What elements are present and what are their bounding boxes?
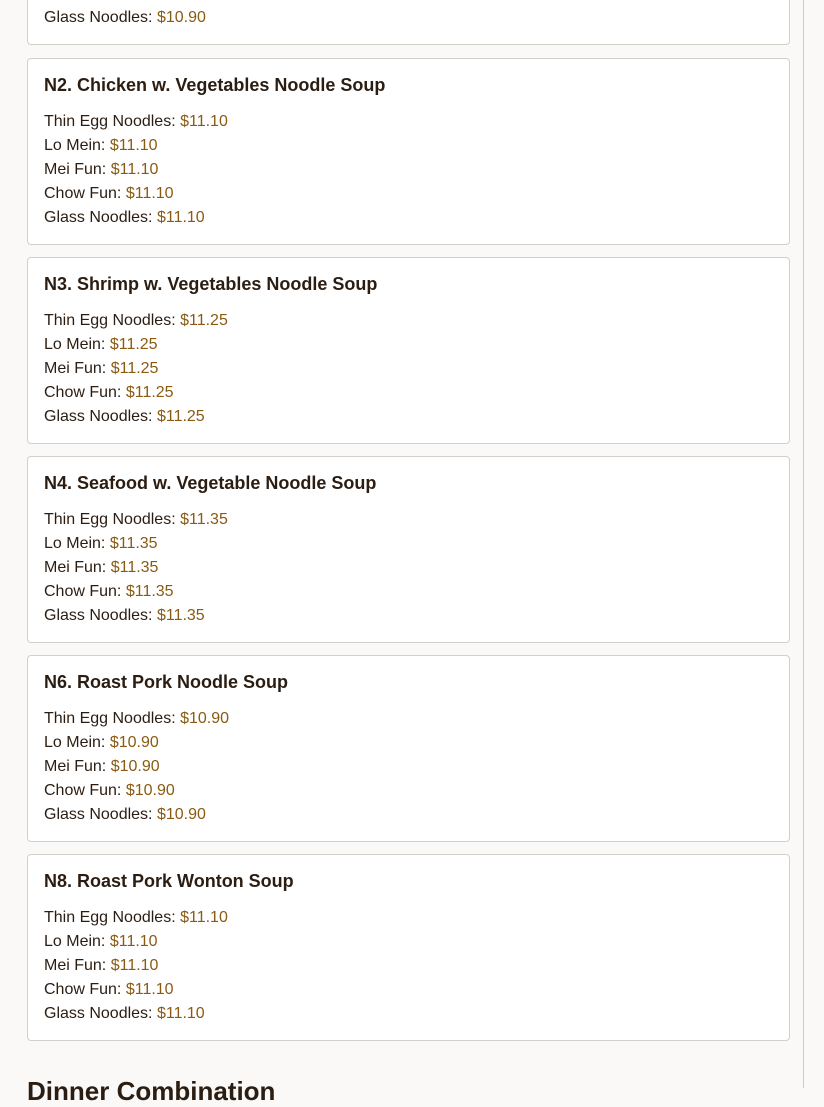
option-row[interactable] xyxy=(44,978,228,1002)
option-price: $11.10 xyxy=(180,909,228,926)
option-row[interactable] xyxy=(44,405,228,429)
option-price: $10.90 xyxy=(156,806,206,823)
option-row[interactable] xyxy=(44,508,228,532)
option-name: Chow Fun: xyxy=(44,782,122,799)
option-price: $10.90 xyxy=(180,710,230,727)
option-row xyxy=(44,6,206,30)
option-row[interactable] xyxy=(44,954,228,978)
option-row[interactable] xyxy=(44,357,228,381)
menu-item-title: N2. Chicken w. Vegetables Noodle Soup xyxy=(44,75,386,95)
option-row[interactable] xyxy=(44,182,228,206)
option-price: $11.25 xyxy=(110,360,159,377)
option-name: Thin Egg Noodles: xyxy=(44,710,176,727)
option-name: Glass Noodles: xyxy=(44,408,153,425)
option-price: $11.35 xyxy=(180,511,228,528)
option-row[interactable] xyxy=(44,134,228,158)
option-name: Mei Fun: xyxy=(44,559,107,576)
menu-item-title: N6. Roast Pork Noodle Soup xyxy=(44,672,289,692)
menu-item-card[interactable] xyxy=(27,655,790,842)
option-price: $11.25 xyxy=(109,336,158,353)
content-divider xyxy=(803,0,804,1088)
option-price: $11.25 xyxy=(125,384,174,401)
option-price: $11.10 xyxy=(156,209,205,226)
option-price: $11.10 xyxy=(156,1005,205,1022)
option-name: Mei Fun: xyxy=(44,360,107,377)
option-price: $11.10 xyxy=(180,113,228,130)
option-list xyxy=(44,110,228,230)
option-name: Chow Fun: xyxy=(44,583,122,600)
option-row[interactable] xyxy=(44,333,228,357)
option-row[interactable] xyxy=(44,779,229,803)
menu-item-title: N4. Seafood w. Vegetable Noodle Soup xyxy=(44,473,377,493)
section-heading: Dinner Combination xyxy=(27,1076,276,1106)
option-row[interactable] xyxy=(44,580,228,604)
menu-item-card[interactable] xyxy=(27,58,790,245)
option-price: $11.35 xyxy=(125,583,174,600)
option-row[interactable] xyxy=(44,1002,228,1026)
option-row[interactable] xyxy=(44,110,228,134)
option-price: $11.25 xyxy=(180,312,228,329)
option-price: $10.90 xyxy=(109,734,159,751)
option-name: Chow Fun: xyxy=(44,384,122,401)
option-name: Thin Egg Noodles: xyxy=(44,312,176,329)
option-row[interactable] xyxy=(44,755,229,779)
option-name: Glass Noodles: xyxy=(44,9,153,26)
menu-item-card[interactable] xyxy=(27,257,790,444)
option-name: Mei Fun: xyxy=(44,758,107,775)
option-price: $10.90 xyxy=(156,9,206,26)
option-name: Glass Noodles: xyxy=(44,1005,153,1022)
option-name: Lo Mein: xyxy=(44,933,106,950)
option-row[interactable] xyxy=(44,158,228,182)
option-price: $10.90 xyxy=(125,782,175,799)
menu-item-card[interactable] xyxy=(27,854,790,1041)
option-row[interactable] xyxy=(44,604,228,628)
option-price: $10.90 xyxy=(110,758,160,775)
option-price: $11.35 xyxy=(110,559,159,576)
option-row[interactable] xyxy=(44,803,229,827)
option-name: Mei Fun: xyxy=(44,957,107,974)
option-price: $11.10 xyxy=(110,957,159,974)
menu-item-title: N8. Roast Pork Wonton Soup xyxy=(44,871,294,891)
option-list xyxy=(44,707,229,827)
option-list xyxy=(44,508,228,628)
option-name: Thin Egg Noodles: xyxy=(44,511,176,528)
option-name: Glass Noodles: xyxy=(44,209,153,226)
menu-item-card-partial xyxy=(27,0,790,45)
option-list xyxy=(44,309,228,429)
option-price: $11.10 xyxy=(109,137,158,154)
option-row[interactable] xyxy=(44,309,228,333)
option-row[interactable] xyxy=(44,707,229,731)
option-name: Chow Fun: xyxy=(44,185,122,202)
option-name: Chow Fun: xyxy=(44,981,122,998)
option-row[interactable] xyxy=(44,381,228,405)
option-name: Glass Noodles: xyxy=(44,607,153,624)
menu-item-title: N3. Shrimp w. Vegetables Noodle Soup xyxy=(44,274,378,294)
option-list xyxy=(44,906,228,1026)
option-row[interactable] xyxy=(44,930,228,954)
option-price: $11.10 xyxy=(110,161,159,178)
option-price: $11.35 xyxy=(109,535,158,552)
option-name: Mei Fun: xyxy=(44,161,107,178)
option-row[interactable] xyxy=(44,532,228,556)
option-name: Thin Egg Noodles: xyxy=(44,909,176,926)
option-row[interactable] xyxy=(44,906,228,930)
option-price: $11.10 xyxy=(109,933,158,950)
option-row[interactable] xyxy=(44,206,228,230)
option-name: Lo Mein: xyxy=(44,535,106,552)
option-name: Thin Egg Noodles: xyxy=(44,113,176,130)
menu-item-card[interactable] xyxy=(27,456,790,643)
option-price: $11.25 xyxy=(156,408,205,425)
option-name: Glass Noodles: xyxy=(44,806,153,823)
option-name: Lo Mein: xyxy=(44,734,106,751)
option-name: Lo Mein: xyxy=(44,336,106,353)
option-price: $11.10 xyxy=(125,185,174,202)
option-row[interactable] xyxy=(44,556,228,580)
option-row[interactable] xyxy=(44,731,229,755)
option-name: Lo Mein: xyxy=(44,137,106,154)
option-price: $11.35 xyxy=(156,607,205,624)
option-price: $11.10 xyxy=(125,981,174,998)
